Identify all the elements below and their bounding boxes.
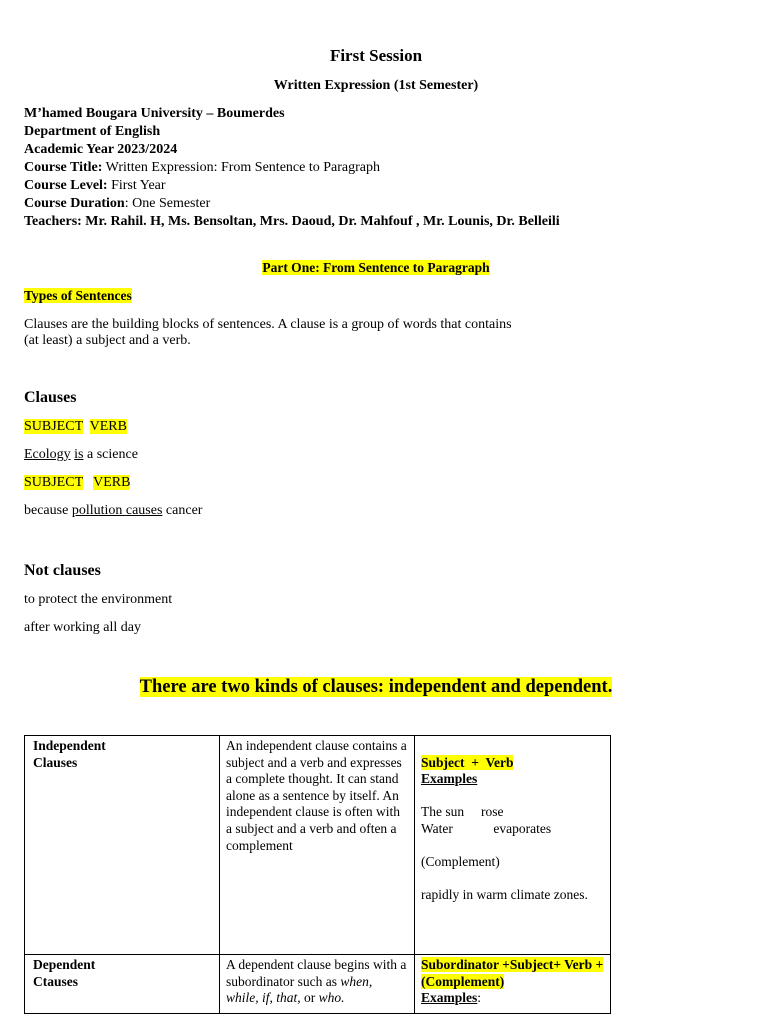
clauses-table	[24, 735, 611, 1014]
page-title: First Session	[329, 46, 423, 65]
course-duration-label: Course Duration	[24, 196, 125, 211]
not-clauses-heading: Not clauses	[24, 562, 101, 579]
examples-suffix: :	[477, 990, 482, 1006]
clause-type-name: Dependent	[33, 957, 96, 972]
clause-type-cell	[25, 736, 220, 955]
course-duration-value: : One Semester	[124, 196, 211, 211]
course-level-value: First Year	[107, 178, 166, 193]
course-duration-line	[24, 195, 210, 212]
example-subject: The sun	[421, 804, 465, 820]
complement-text: rapidly in warm climate zones.	[421, 887, 588, 903]
clauses-heading: Clauses	[24, 389, 77, 406]
definition-cell: An independent clause contains a subject and a verb and expresses a complete thought. It can stand alone as a sentence by itself. An independent clause is often with a subject and a verb and often a complement	[220, 736, 415, 955]
subject-tag: SUBJECT	[24, 419, 83, 434]
examples-label: Examples	[421, 990, 478, 1006]
clause-type-name: Ctauses	[33, 973, 79, 989]
table-row	[25, 736, 611, 955]
university-line: M’hamed Bougara University – Boumerdes	[24, 106, 285, 121]
example-1-subject: Ecology	[24, 447, 71, 462]
intro-line-2: (at least) a subject and a verb.	[24, 333, 191, 348]
example-2-sentence	[24, 502, 202, 519]
formula-cell	[415, 736, 611, 955]
course-title-label: Course Title:	[24, 160, 103, 175]
table-row	[25, 955, 611, 1014]
subordinator-list: when, while, if, that,	[226, 973, 373, 1006]
clause-type-name: Clauses	[33, 754, 78, 770]
examples-label: Examples	[421, 771, 478, 787]
course-level-line	[24, 177, 166, 194]
verb-tag: VERB	[93, 475, 131, 490]
definition-cell	[220, 955, 415, 1014]
example-1-tags	[24, 418, 127, 435]
subject-tag: SUBJECT	[24, 475, 83, 490]
clause-type-name: Independent	[33, 738, 106, 753]
formula-cell	[415, 955, 611, 1014]
example-2-subject: pollution	[71, 503, 123, 518]
course-title-line	[24, 159, 380, 176]
part-one-heading: Part One: From Sentence to Paragraph	[262, 260, 490, 275]
example-2-rest: cancer	[162, 503, 203, 518]
example-1-sentence	[24, 446, 138, 463]
example-subject: Water	[421, 820, 453, 836]
academic-year-line: Academic Year 2023/2024	[24, 142, 178, 157]
not-clause-item: to protect the environment	[24, 592, 173, 607]
example-1-verb: is	[74, 447, 84, 462]
example-verb: rose	[481, 804, 504, 820]
example-verb: evaporates	[493, 820, 552, 836]
verb-tag: VERB	[89, 419, 127, 434]
complement-label: (Complement)	[421, 854, 500, 870]
teachers-line: Teachers: Mr. Rahil. H, Ms. Bensoltan, Mrs. Daoud, Dr. Mahfouf , Mr. Lounis, Dr. Belleili	[24, 214, 560, 229]
department-line: Department of English	[24, 124, 161, 139]
clause-type-cell	[25, 955, 220, 1014]
course-level-label: Course Level:	[24, 178, 108, 193]
not-clause-item: after working all day	[24, 620, 142, 635]
subordinator-who: who.	[318, 990, 345, 1006]
kinds-of-clauses-banner: There are two kinds of clauses: independent and dependent.	[139, 677, 613, 697]
example-2-lead: because	[24, 503, 72, 518]
example-2-verb: causes	[125, 503, 163, 518]
formula-label: Subordinator +Subject+ Verb +(Complement)	[421, 957, 604, 989]
example-1-rest: a science	[83, 447, 138, 462]
page-subtitle: Written Expression (1st Semester)	[273, 78, 479, 93]
course-title-value: Written Expression: From Sentence to Paragraph	[102, 160, 380, 175]
or-word: or	[300, 990, 319, 1006]
example-2-tags	[24, 474, 130, 491]
formula-label: Subject + Verb	[421, 754, 514, 770]
definition-lead: A dependent clause begins with a subordinator such as	[226, 957, 407, 989]
intro-line-1: Clauses are the building blocks of sentences. A clause is a group of words that contains	[24, 317, 512, 332]
types-of-sentences-heading: Types of Sentences	[24, 288, 132, 303]
